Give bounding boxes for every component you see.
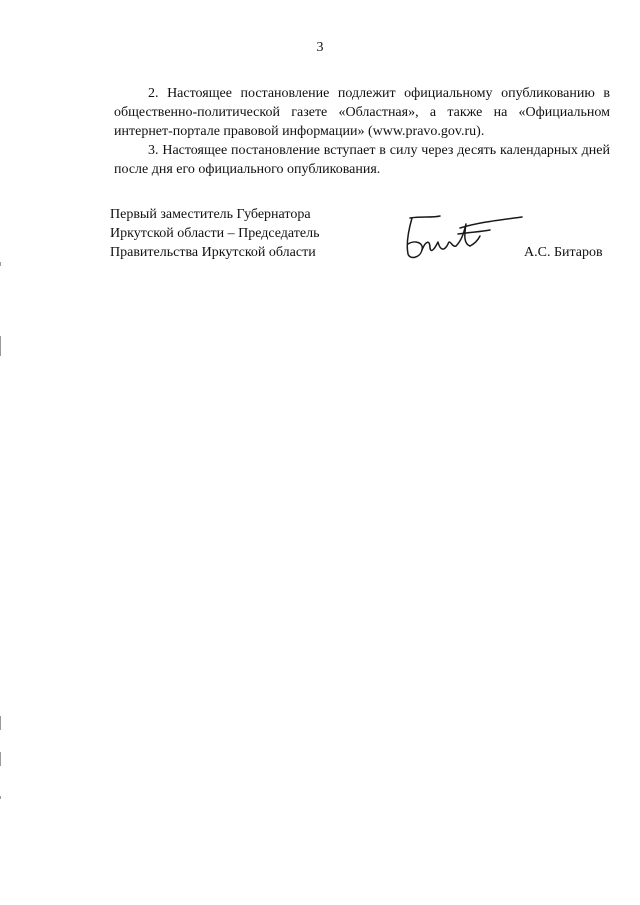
signatory-position [110, 205, 319, 262]
position-line: Правительства Иркутской области [110, 245, 316, 260]
paragraph-publication: 2. Настоящее постановление подлежит официальному опубликованию в общественно-политической газете «Областная», а также на «Официальном интернет-портале правовой информации» (www.pravo.gov.ru). [114, 86, 610, 139]
handwritten-signature-icon [400, 210, 525, 262]
position-line: Иркутской области – Председатель [110, 226, 320, 241]
scan-margin-mark [0, 796, 1, 799]
document-body [114, 84, 610, 179]
scan-margin-mark [0, 262, 1, 266]
scan-margin-mark [0, 716, 1, 730]
scan-margin-mark [0, 336, 1, 356]
scan-margin-mark [0, 752, 1, 766]
page-number: 3 [316, 40, 324, 55]
position-line: Первый заместитель Губернатора [110, 207, 311, 222]
paragraph-entry-into-force: 3. Настоящее постановление вступает в силу через десять календарных дней после дня его официального опубликования. [114, 143, 610, 177]
signer-name: А.С. Битаров [524, 245, 603, 260]
